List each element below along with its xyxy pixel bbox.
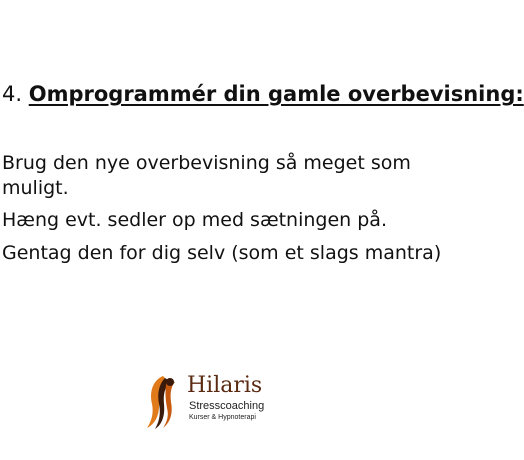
section-heading [2,80,524,108]
logo-name: Hilaris [187,373,263,398]
hilaris-logo [143,372,283,430]
paragraph-repeat-mantra: Gentag den for dig selv (som et slags mantra) [2,242,442,264]
section-number: 4. [2,82,23,106]
section-title: Omprogrammér din gamle overbevisning: [28,82,524,106]
logo-tagline-1: Stresscoaching [189,400,265,412]
paragraph-use-belief: Brug den nye overbevisning så meget som muligt. [2,152,411,199]
logo-tagline-2: Kurser & Hypnoterapi [189,414,256,421]
paragraph-post-notes: Hæng evt. sedler op med sætningen på. [2,209,387,231]
flowing-hair-figure-icon [143,372,183,430]
